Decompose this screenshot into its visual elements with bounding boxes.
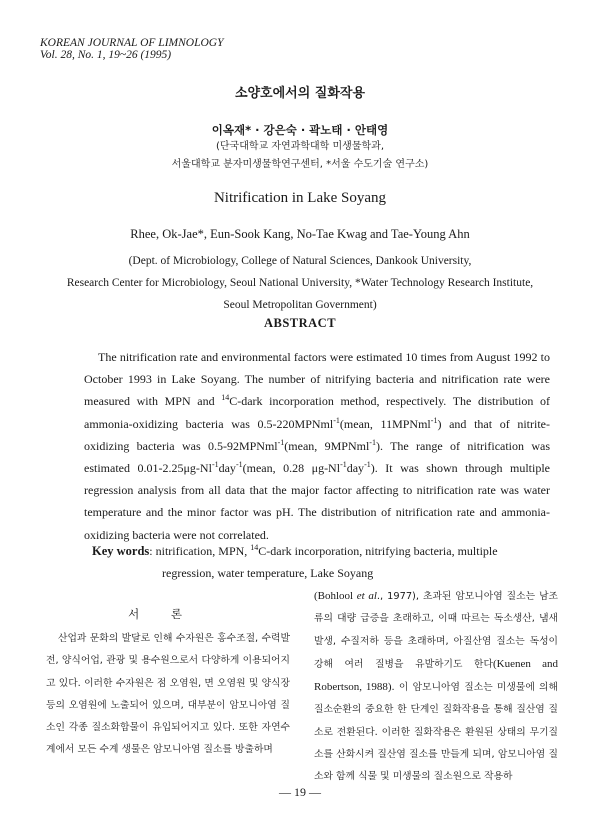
abstract-text: (mean, 0.28 μg-Nl [242, 461, 341, 476]
intro-text: ., 1977), 초과된 암모니아염 질소는 남조류의 대량 급증을 초래하고, 이때 따르는 독소생산, 냄새발생, 수질저하 등을 초래하며, 아질산염 질소는 독성이 강해 여러 질병을 유발하기도 한다 [314, 591, 558, 670]
abstract-paragraph [84, 346, 550, 546]
korean-authors: 이옥재* · 강은숙 · 곽노태 · 안태영 [211, 123, 389, 137]
superscript: 14 [221, 393, 230, 403]
superscript: -1 [235, 460, 243, 470]
superscript: -1 [211, 460, 219, 470]
superscript: -1 [364, 460, 371, 470]
page-number: — 19 — [279, 785, 321, 799]
abstract-text: ) and that of nitrite-oxidizing bacteria was 0.5-92MPNml [84, 416, 551, 453]
abstract-text: (mean, 9MPNml [284, 438, 370, 453]
abstract-text: The nitrification rate and environmental factors were estimated 10 times from August 1992 to October 1993 in Lake Soyang. The number of nitrifying bacteria and nitrification rate were measured with MPN and [84, 350, 550, 409]
journal-header [40, 37, 223, 61]
intro-text: 산업과 문화의 발달로 인해 수자원은 홍수조절, 수력발전, 양식어업, 관광 및 용수원으로서 다양하게 이용되어지고 있다. 이러한 수자원은 점 오염원, 면 오염원 및 양식장 등의 오염원에 노출되어 있으며, 대부분이 암모니아염 질소인 각종 질소화합물이 유입되어지고 있다. 또한 자연수계에서 모든 수계 생물은 암모니아염 질소를 방출하며 [46, 633, 290, 756]
english-affiliation-1: (Dept. of Microbiology, College of Natural Sciences, Dankook University, [128, 255, 472, 267]
keywords [92, 540, 552, 584]
english-authors: Rhee, Ok-Jae*, Eun-Sook Kang, No-Tae Kwag and Tae-Young Ahn [130, 227, 470, 241]
journal-volume: Vol. 28, No. 1, 19~26 (1995) [40, 49, 172, 61]
journal-name: KOREAN JOURNAL OF LIMNOLOGY [40, 37, 224, 49]
superscript: 14 [250, 543, 259, 552]
abstract-text: ). The range of nitrification was estimated 0.01-2.25μg-Nl [84, 438, 550, 476]
superscript: -1 [369, 437, 376, 447]
korean-title: 소양호에서의 질화작용 [234, 86, 366, 101]
abstract-text: C-dark incorporation method, respectively. The distribution of ammonia-oxidizing bacteria was 0.5-220MPNml [84, 394, 550, 431]
abstract-text: (mean, 11MPNml [339, 416, 431, 431]
abstract-heading: ABSTRACT [263, 316, 337, 330]
english-affiliation-3: Seoul Metropolitan Government) [223, 299, 377, 311]
keywords-text-continued: regression, water temperature, Lake Soyang [162, 566, 374, 580]
citation: (Bohlool [314, 590, 357, 602]
superscript: -1 [430, 415, 438, 425]
keywords-text: C-dark incorporation, nitrifying bacteria, multiple [258, 544, 498, 558]
intro-text: . 이 암모니아염 질소는 미생물에 의해 질소순환의 중요한 한 단계인 질화작용을 통해 질산염 질소로 전환된다. 이러한 질화작용은 환원된 상태의 무기질소를 산화시켜 질산염 질소를 만들게 되며, 암모니아염 질소와 함께 식물 및 미생물의 질소원으로 작용하 [314, 682, 558, 783]
english-affiliation [0, 250, 600, 316]
english-title: Nitrification in Lake Soyang [213, 190, 387, 206]
citation: (Kuenen and Robertson, 1988) [314, 657, 558, 694]
keywords-label: Key words [92, 544, 150, 558]
abstract-body [84, 346, 550, 546]
section-heading-introduction: 서 론 [128, 607, 196, 621]
english-affiliation-2: Research Center for Microbiology, Seoul National University, *Water Technology Research Institute, [66, 277, 534, 289]
abstract-text: day [346, 461, 365, 476]
superscript: -1 [340, 460, 347, 470]
intro-right-column [314, 585, 558, 789]
citation-etal: et al [356, 590, 377, 602]
abstract-text: day [218, 461, 236, 476]
keywords-text: : nitrification, MPN, [149, 544, 251, 558]
intro-left-column [46, 628, 290, 762]
superscript: -1 [333, 415, 340, 425]
korean-affiliation-2: 서울대학교 분자미생물학연구센터, *서울 수도기술 연구소) [171, 159, 429, 170]
superscript: -1 [277, 437, 285, 447]
korean-affiliation-1: (단국대학교 자연과학대학 미생물학과, [216, 141, 384, 152]
abstract-text: ). It was shown through multiple regression analysis from all data that the major factor affecting to nitrification rate was water temperature and the minor factor was pH. The distribution of nitrification rate and ammonia-oxidizing bacteria were not correlated. [84, 461, 550, 542]
